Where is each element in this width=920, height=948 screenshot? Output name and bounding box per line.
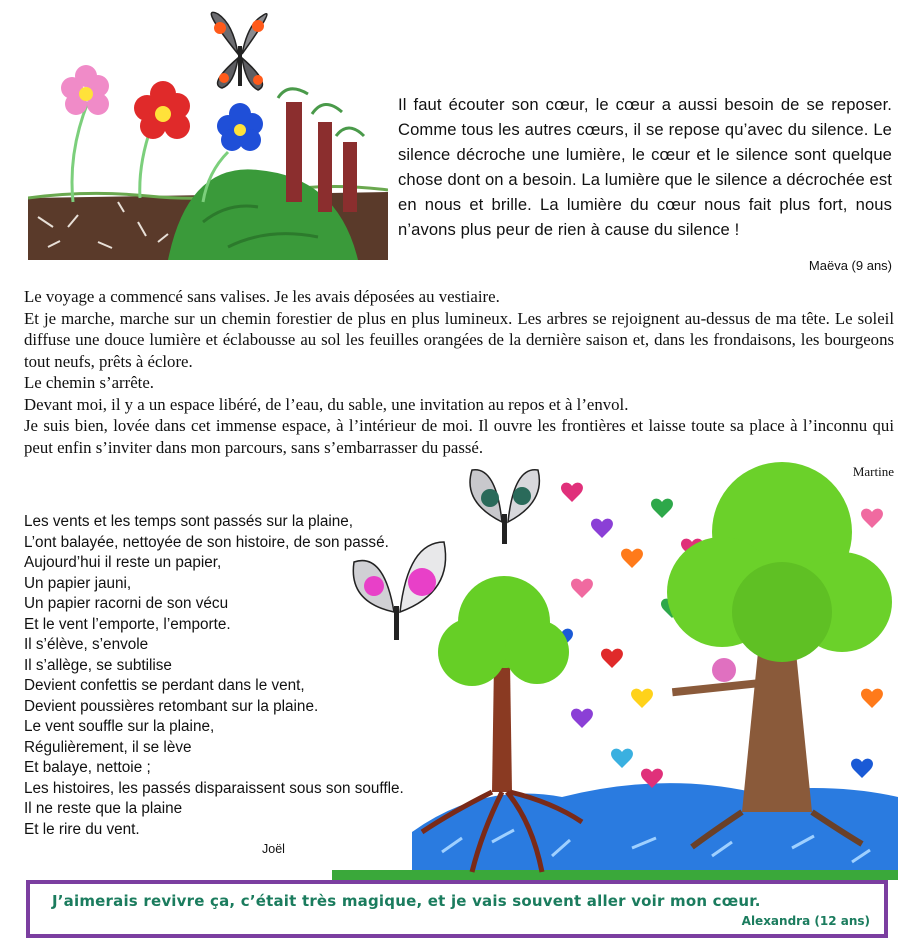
poem-line: Régulièrement, il se lève — [24, 738, 192, 756]
martine-paragraph: Le voyage a commencé sans valises. Je les avais déposées au vestiaire. — [24, 287, 500, 306]
poem-line: Et le vent l’emporte, l’emporte. — [24, 615, 231, 633]
poem-line: Devient confettis se perdant dans le vent, — [24, 677, 305, 694]
martine-signature: Martine — [852, 464, 894, 479]
poem-line: Les vents et les temps sont passés sur la plaine, — [24, 513, 354, 530]
poem-line: Les histoires, les passés disparaissent sous son souffle. — [24, 779, 404, 797]
joel-poem — [24, 512, 444, 840]
joel-signature: Joël — [262, 842, 285, 856]
poem-line: Devient poussières retombant sur la plaine. — [24, 697, 319, 715]
poem-line: Le vent souffle sur la plaine, — [24, 718, 215, 735]
martine-text — [24, 286, 894, 458]
poem-line: Aujourd’hui il reste un papier, — [24, 554, 222, 571]
poem-line: Un papier racorni de son vécu — [24, 595, 229, 612]
martine-paragraph: Le chemin s’arrête. — [24, 373, 154, 392]
poem-line: Il s’allège, se subtilise — [24, 656, 172, 674]
poem-line: Il ne reste que la plaine — [24, 800, 183, 817]
martine-paragraph: Je suis bien, lovée dans cet immense espace, à l’intérieur de moi. Il ouvre les frontières et laisse toute sa place à l’inconnu qui peut enfin s’inviter dans mon parcours, sans s’embarrasser du passé. — [24, 416, 894, 457]
maeva-text: Il faut écouter son cœur, le cœur a aussi besoin de se reposer. Comme tous les autres cœurs, il se repose qu’avec du silence. Le silence décroche une lumière, le cœur et le silence sont quelque chose dont on a besoin. La lumière que le silence a décrochée est en nous et brille. La lumière du cœur nous fait plus fort, nous n’avons plus peur de rien à cause du silence ! — [398, 95, 892, 239]
poem-line: L’ont balayée, nettoyée de son histoire, de son passé. — [24, 533, 389, 551]
maeva-signature: Maëva (9 ans) — [808, 258, 892, 273]
quote-text: J’aimerais revivre ça, c’était très magique, et je vais souvent aller voir mon cœur. — [52, 892, 761, 910]
poem-line: Et le rire du vent. — [24, 820, 140, 838]
martine-paragraph: Devant moi, il y a un espace libéré, de l’eau, du sable, une invitation au repos et à l’envol. — [24, 394, 629, 414]
poem-line: Un papier jauni, — [24, 574, 132, 592]
child-drawing-flowers-butterfly — [28, 2, 388, 260]
poem-line: Et balaye, nettoie ; — [24, 759, 151, 776]
quote-signature: Alexandra (12 ans) — [741, 914, 870, 928]
poem-line: Il s’élève, s’envole — [24, 636, 149, 653]
martine-paragraph: Et je marche, marche sur un chemin forestier de plus en plus lumineux. Les arbres se rejoignent au-dessus de ma tête. Le soleil diffuse une douce lumière et éclabousse au sol les feuilles orangées de la dernière saison et, dans les frondaisons, les bourgeons tout neufs, prêts à éclore. — [24, 308, 894, 371]
quote-box — [26, 880, 888, 938]
